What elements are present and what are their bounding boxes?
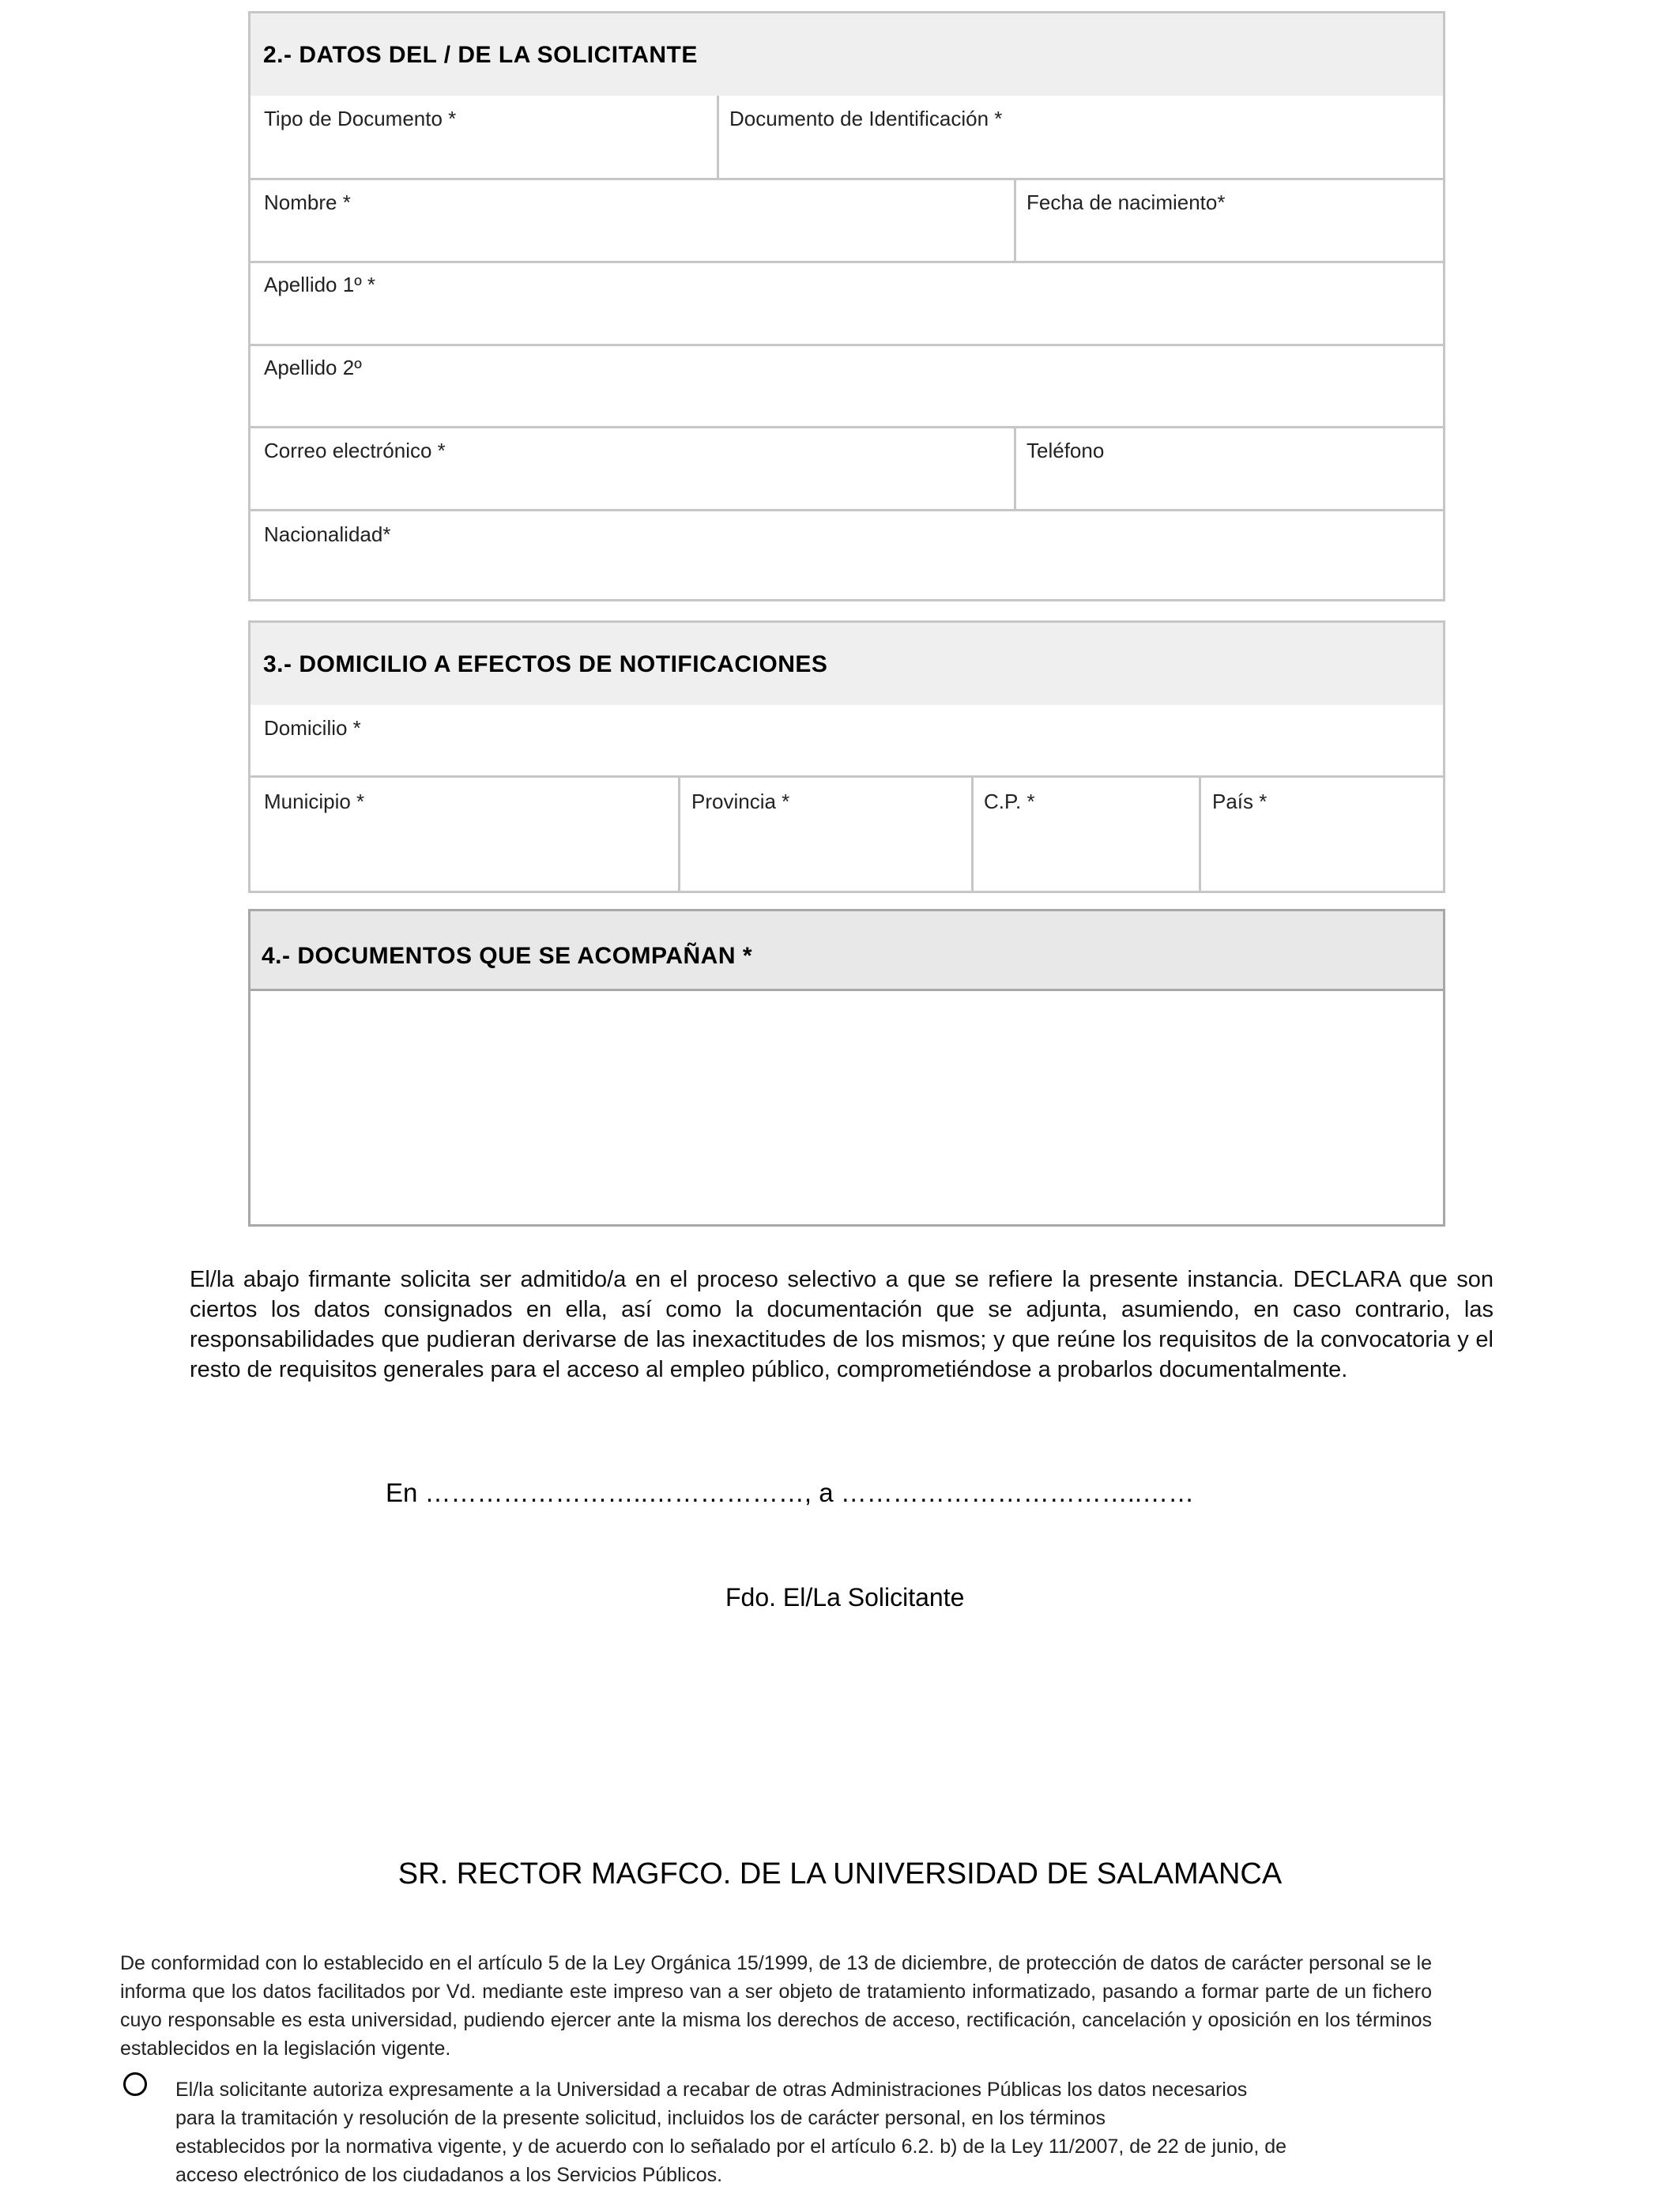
apellido1-label: Apellido 1º *	[264, 273, 376, 296]
nacionalidad-label: Nacionalidad*	[264, 522, 391, 546]
pais-field[interactable]	[1201, 778, 1443, 891]
section-2-solicitante	[248, 11, 1445, 601]
documentos-field[interactable]	[250, 991, 1443, 1224]
apellido1-field[interactable]	[250, 263, 1443, 344]
documento-identificacion-label: Documento de Identificación *	[729, 107, 1003, 130]
section-3-header	[250, 623, 1443, 705]
place-date-line: En ……………………..………………, a ……………………………..……	[386, 1478, 1195, 1507]
declaration-text: El/la abajo firmante solicita ser admitido/a en el proceso selectivo a que se refiere la presente instancia. DECLARA que son ciertos los datos consignados en ella, así como la documentación que se adjunta, asumiendo, en caso contrario, las responsabilidades que pudieran derivarse de las inexactitudes de los mismos; y que reúne los requisitos de la convocatoria y el resto de requisitos generales para el acceso al empleo público, comprometiéndose a probarlos documentalmente.	[190, 1267, 1494, 1382]
consent-line-3: establecidos por la normativa vigente, y de acuerdo con lo señalado por el artículo 6.2. b) de la Ley 11/2007, de 22 de junio, de	[175, 2136, 1287, 2158]
provincia-field[interactable]	[680, 778, 970, 891]
section-2-title: 2.- DATOS DEL / DE LA SOLICITANTE	[263, 42, 698, 68]
provincia-label: Provincia *	[691, 790, 790, 813]
section-3-domicilio	[248, 620, 1445, 893]
apellido2-label: Apellido 2º	[264, 356, 362, 379]
fecha-nacimiento-field[interactable]	[1016, 180, 1443, 261]
tipo-documento-field[interactable]	[250, 96, 715, 178]
section-4-documentos	[248, 909, 1445, 1227]
fecha-nacimiento-label: Fecha de nacimiento*	[1026, 190, 1226, 214]
addressee: SR. RECTOR MAGFCO. DE LA UNIVERSIDAD DE SALAMANCA	[397, 1857, 1283, 1891]
pais-label: País *	[1212, 790, 1268, 813]
domicilio-label: Domicilio *	[264, 716, 361, 740]
consent-line-4: acceso electrónico de los ciudadanos a los Servicios Públicos.	[175, 2164, 723, 2186]
telefono-label: Teléfono	[1026, 439, 1105, 462]
nacionalidad-field[interactable]	[250, 511, 1443, 599]
documento-identificacion-field[interactable]	[719, 96, 1443, 178]
nombre-field[interactable]	[250, 180, 1012, 261]
apellido2-field[interactable]	[250, 346, 1443, 427]
cp-label: C.P. *	[984, 790, 1035, 813]
consent-line-2: para la tramitación y resolución de la presente solicitud, incluidos los de carácter personal, en los términos	[175, 2107, 1106, 2129]
domicilio-field[interactable]	[250, 705, 1443, 775]
consent-radio[interactable]	[123, 2072, 147, 2096]
telefono-field[interactable]	[1016, 428, 1443, 509]
signature-label: Fdo. El/La Solicitante	[725, 1583, 965, 1612]
correo-label: Correo electrónico *	[264, 439, 446, 462]
section-2-header	[250, 13, 1443, 96]
data-protection-notice: De conformidad con lo establecido en el artículo 5 de la Ley Orgánica 15/1999, de 13 de diciembre, de protección de datos de carácter personal se le informa que los datos facilitados por Vd. mediante este impreso van a ser objeto de tratamiento informatizado, pasando a formar parte de un fichero cuyo responsable es esta universidad, pudiendo ejercer ante la misma los derechos de acceso, rectificación, cancelación y oposición en los términos establecidos en la legislación vigente.	[120, 1952, 1432, 2060]
cp-field[interactable]	[974, 778, 1197, 891]
nombre-label: Nombre *	[264, 190, 351, 214]
municipio-field[interactable]	[250, 778, 676, 891]
section-4-header	[250, 911, 1443, 991]
section-4-title: 4.- DOCUMENTOS QUE SE ACOMPAÑAN *	[262, 943, 752, 969]
correo-field[interactable]	[250, 428, 1012, 509]
consent-line-1: El/la solicitante autoriza expresamente a la Universidad a recabar de otras Administraciones Públicas los datos necesarios	[175, 2079, 1248, 2101]
consent-text	[175, 2075, 1440, 2189]
tipo-documento-label: Tipo de Documento *	[264, 107, 457, 130]
section-3-title: 3.- DOMICILIO A EFECTOS DE NOTIFICACIONES	[263, 651, 828, 677]
municipio-label: Municipio *	[264, 790, 365, 813]
